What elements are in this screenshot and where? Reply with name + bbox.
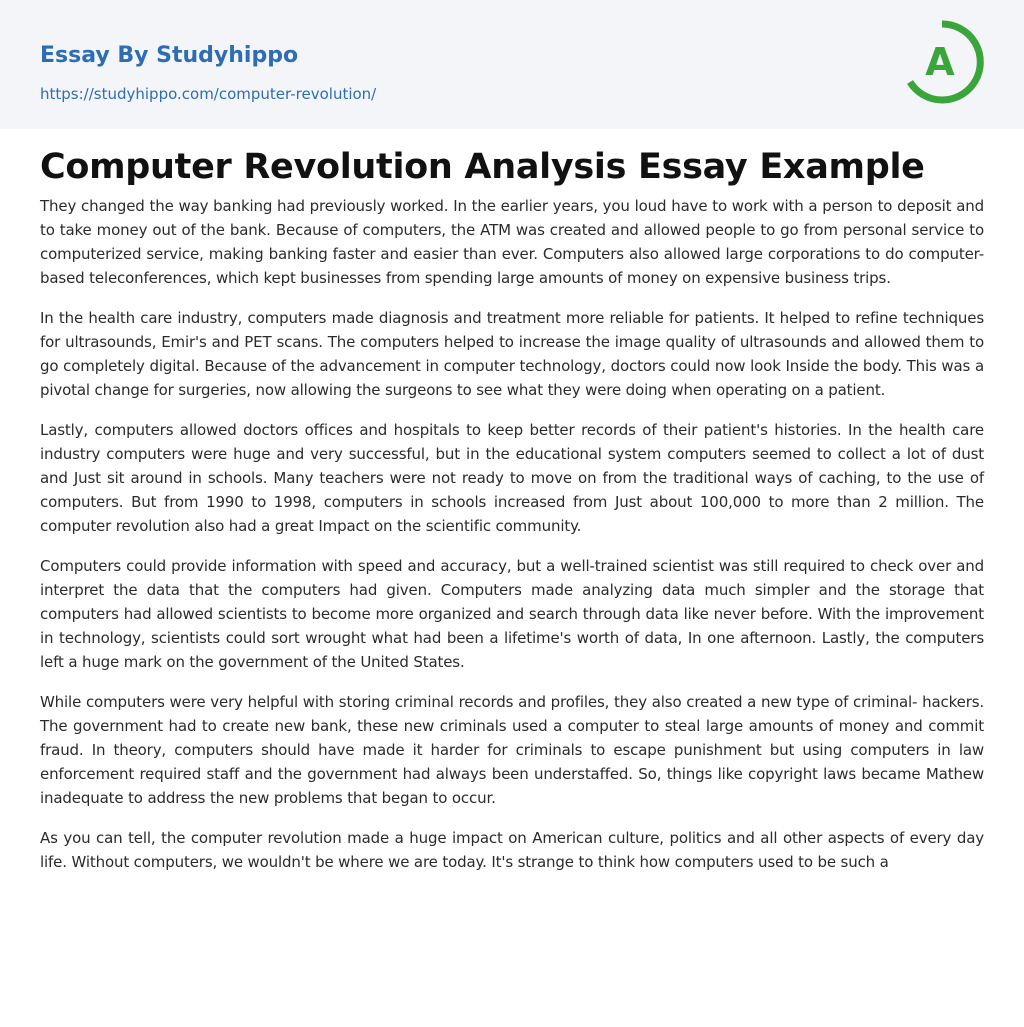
- essay-paragraph: In the health care industry, computers made diagnosis and treatment more reliable for patients. It helped to refine techniques for ultrasounds, Emir's and PET scans. The computers helped to increase the image quality of ultrasounds and allowed them to go completely digital. Because of the advancement in computer technology, doctors could now look Inside the body. This was a pivotal change for surgeries, now allowing the surgeons to see what they were doing when operating on a patient.: [40, 309, 984, 399]
- essay-paragraph: They changed the way banking had previously worked. In the earlier years, you loud have to work with a person to deposit and to take money out of the bank. Because of computers, the ATM was created and allowed people to go from personal service to computerized service, making banking faster and easier than ever. Computers also allowed large corporations to do computer-based teleconferences, which kept businesses from spending large amounts of money on expensive business trips.: [40, 197, 984, 287]
- brand-title[interactable]: Essay By Studyhippo: [40, 43, 299, 68]
- essay-paragraph: As you can tell, the computer revolution made a huge impact on American culture, politics and all other aspects of every day life. Without computers, we wouldn't be where we are today. It's strange to think how computers used to be such a: [40, 829, 984, 871]
- essay-paragraph: Lastly, computers allowed doctors offices and hospitals to keep better records of their patient's histories. In the health care industry computers were huge and very successful, but in the educational system computers seemed to collect a lot of dust and Just sit around in schools. Many teachers were not ready to move on from the traditional ways of caching, to the use of computers. But from 1990 to 1998, computers in schools increased from Just about 100,000 to more than 2 million. The computer revolution also had a great Impact on the scientific community.: [40, 421, 984, 535]
- studyhippo-logo-icon[interactable]: [898, 18, 986, 106]
- site-header: [0, 0, 1024, 129]
- page-title: Computer Revolution Analysis Essay Example: [40, 147, 925, 187]
- article: [40, 129, 984, 890]
- logo-letter: A: [925, 40, 955, 84]
- essay-paragraph: While computers were very helpful with storing criminal records and profiles, they also created a new type of criminal- hackers. The government had to create new bank, these new criminals used a computer to steal large amounts of money and commit fraud. In theory, computers should have made it harder for criminals to escape punishment but using computers in law enforcement required staff and the government had always been understaffed. So, things like copyright laws became Mathew inadequate to address the new problems that began to occur.: [40, 693, 984, 807]
- source-url-link[interactable]: https://studyhippo.com/computer-revolution/: [40, 85, 377, 103]
- essay-paragraph: Computers could provide information with speed and accuracy, but a well-trained scientist was still required to check over and interpret the data that the computers had given. Computers made analyzing data much simpler and the storage that computers had allowed scientists to become more organized and search through data like never before. With the improvement in technology, scientists could sort wrought what had been a lifetime's worth of data, In one afternoon. Lastly, the computers left a huge mark on the government of the United States.: [40, 557, 984, 671]
- essay-body: [40, 194, 984, 874]
